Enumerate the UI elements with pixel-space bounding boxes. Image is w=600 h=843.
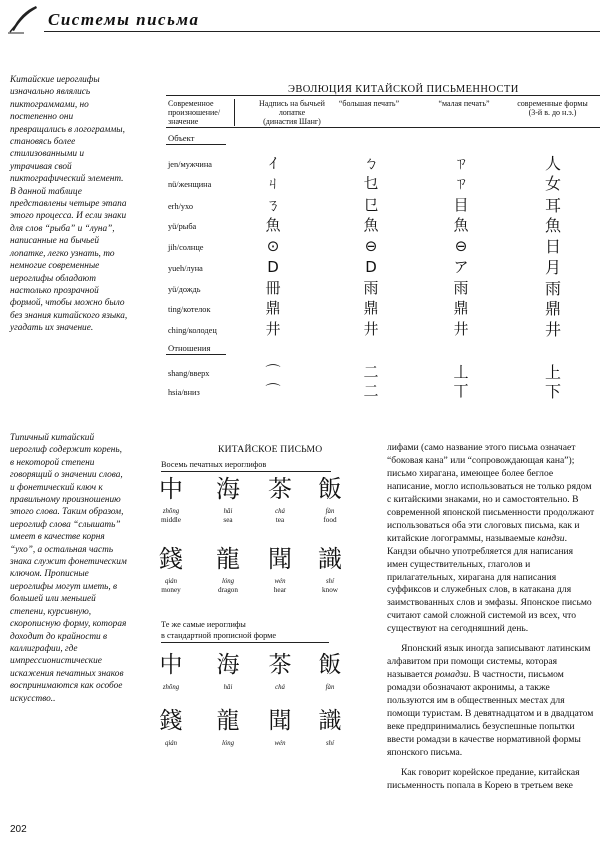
evolution-glyph-g4: 鼎	[544, 299, 561, 318]
header-rule	[44, 31, 600, 32]
printed-meaning: tea	[275, 516, 285, 524]
evolution-glyph-g2: ㄅ	[363, 154, 379, 172]
evolution-glyph-g1: 冊	[265, 279, 281, 297]
printed-character: 聞	[268, 545, 292, 573]
evolution-glyph-g4: 魚	[544, 216, 561, 235]
evolution-glyph-g4: 下	[544, 382, 561, 401]
printed-character: 龍	[216, 545, 240, 573]
body-paragraph-2: Японский язык иногда записывают латинским алфавитом при помощи системы, которая называется ромадзи. В частности, письмом ромадзи обозначают акронимы, а также пользуются им в общественных местах для помощи туристам. В девятнадцатом и в двадцатом веке предпринимались безуспешные попытки ввести ромадзи в качестве нормативной формы японского письма.	[387, 643, 594, 758]
table-top-rule	[166, 95, 600, 96]
header-great-seal: “большая печать”	[338, 99, 400, 108]
evolution-glyph-g3: 井	[453, 320, 469, 338]
evolution-row-word: hsia/вниз	[168, 388, 200, 397]
evolution-glyph-g2: 二	[363, 382, 379, 400]
evolution-glyph-g1: 魚	[265, 216, 281, 234]
evolution-glyph-g4: 女	[544, 174, 561, 193]
evolution-glyph-g2: 鼎	[363, 299, 379, 317]
evolution-glyph-g3: 丄	[453, 363, 469, 381]
printed-pinyin: hǎi	[223, 508, 233, 515]
printed-chars-subtitle: Восемь печатных иероглифов	[161, 460, 267, 469]
evolution-glyph-g3: ⊖	[454, 237, 468, 255]
body-paragraph-3: Как говорит корейское предание, китайская письменность попала в Корею в третьем веке	[387, 766, 580, 791]
evolution-glyph-g4: 耳	[544, 196, 561, 215]
cursive-pinyin: fàn	[325, 684, 335, 691]
printed-meaning: food	[323, 516, 337, 524]
printed-pinyin: shí	[326, 578, 334, 585]
body-paragraph-1: лифами (само название этого письма означает “боковая кана” или “сопровождающая кана”); письмо хирагана, имеющее более беглое написание, могло использоваться не только рядом с китайскими знаками, но и самостоятельно. В современной японской письменности продолжают использоваться оба эти слоговых письма, как и китайские логограммы, называемые кандзи. Кандзи обычно употребляется для написания имен существительных, глаголов и прилагательных, хирагана для написания суффиксов и служебных слов, в катакана для заимствованных слов и эмфазы. Японское письмо считают самой сложной системой из всех, что существуют на сегодняшний день.	[387, 442, 595, 635]
section-objects-rule	[166, 144, 226, 145]
evolution-glyph-g1: 井	[265, 320, 281, 338]
evolution-glyph-g2: 井	[363, 320, 379, 338]
printed-meaning: dragon	[218, 586, 238, 594]
evolution-row-word: shang/вверх	[168, 369, 210, 378]
printed-pinyin: lóng	[221, 578, 235, 585]
header-oracle-bone: Надпись на бычьей лопатке (династия Шанг)	[259, 99, 325, 126]
printed-meaning: sea	[223, 516, 233, 524]
printed-meaning: know	[322, 586, 338, 594]
evolution-glyph-g3: 魚	[453, 216, 469, 234]
evolution-glyph-g3: ㄗ	[453, 174, 469, 192]
cursive-subtitle-rule	[161, 642, 329, 643]
section-relations: Отношения	[168, 343, 211, 353]
printed-character: 茶	[268, 475, 292, 503]
evolution-glyph-g4: 上	[544, 363, 561, 382]
printed-meaning: hear	[273, 586, 287, 594]
evolution-row-word: ching/колодец	[168, 326, 217, 335]
evolution-glyph-g1: D	[267, 258, 279, 276]
evolution-glyph-g2: 㔾	[363, 196, 379, 214]
cursive-character: 茶	[268, 652, 292, 678]
evolution-glyph-g4: 雨	[544, 279, 561, 298]
cursive-pinyin: zhōng	[162, 684, 180, 691]
cursive-pinyin: chá	[275, 684, 285, 691]
evolution-glyph-g4: 月	[544, 258, 561, 277]
evolution-row-word: ting/котелок	[168, 305, 211, 314]
cursive-pinyin: qián	[164, 740, 178, 747]
cursive-character: 龍	[216, 708, 240, 734]
evolution-glyph-g2: ⊖	[364, 237, 378, 255]
cursive-character: 海	[216, 652, 240, 678]
evolution-glyph-g1: ⌒	[265, 363, 281, 381]
evolution-glyph-g1: ⊙	[266, 237, 280, 255]
printed-pinyin: wén	[274, 578, 286, 585]
evolution-glyph-g1: ⌒	[265, 382, 281, 400]
evolution-glyph-g3: 鼎	[453, 299, 469, 317]
cursive-subtitle-line1: Те же самые иероглифы	[161, 620, 246, 629]
evolution-glyph-g3: 目	[453, 196, 469, 214]
chinese-writing-title: КИТАЙСКОЕ ПИСЬМО	[218, 444, 323, 455]
header-bottom-rule	[166, 127, 600, 128]
evolution-glyph-g3: ㄗ	[453, 154, 469, 172]
cursive-character: 聞	[268, 708, 292, 734]
printed-meaning: money	[161, 586, 181, 594]
evolution-glyph-g2: 魚	[363, 216, 379, 234]
printed-meaning: middle	[161, 516, 181, 524]
cursive-character: 識	[318, 708, 342, 734]
body-text	[387, 442, 595, 793]
cursive-subtitle-line2: в стандартной прописной форме	[161, 631, 277, 640]
printed-subtitle-rule	[161, 471, 331, 472]
page-number: 202	[10, 824, 27, 835]
evolution-table-title: ЭВОЛЮЦИЯ КИТАЙСКОЙ ПИСЬМЕННОСТИ	[288, 84, 519, 95]
evolution-glyph-g4: 井	[544, 320, 561, 339]
evolution-row-word: yü/дождь	[168, 285, 201, 294]
cursive-pinyin: hǎi	[223, 684, 233, 691]
evolution-row-word: nü/женщина	[168, 180, 212, 189]
evolution-glyph-g2: 乜	[363, 174, 379, 192]
printed-character: 海	[216, 475, 240, 503]
evolution-glyph-g2: 二	[363, 363, 379, 381]
header-divider	[234, 99, 235, 126]
evolution-glyph-g3: ア	[453, 258, 469, 276]
page-header-title: Системы письма	[48, 10, 200, 29]
evolution-glyph-g4: 日	[544, 237, 561, 256]
printed-character: 識	[318, 545, 342, 573]
printed-character: 中	[159, 475, 183, 503]
evolution-glyph-g2: D	[365, 258, 377, 276]
section-relations-rule	[166, 354, 226, 355]
header-pronunciation: Современное произношение/ значение	[168, 99, 221, 126]
evolution-glyph-g1: ㄐ	[265, 174, 281, 192]
evolution-row-word: yü/рыба	[168, 222, 197, 231]
evolution-row-word: jih/солнце	[168, 243, 204, 252]
side-note-structure: Типичный китайский иероглиф содержит корень, в некоторой степени говорящий о значении слова, и фонетический ключ к правильному произношению этого слова. Таким образом, иероглиф слова “слышать” имеет в качестве корня “ухо”, а остальная часть знака служит фонетическим ключом. Прописные иероглифы могут иметь, в большей или меньшей степени, курсивную, скорописную форму, которая доходит до крайности в каллиграфии, где импрессионистические искажения печатных знаков воспринимаются как особое искусство..	[10, 433, 127, 704]
section-objects: Объект	[168, 133, 195, 143]
header-small-seal: “малая печать”	[438, 99, 490, 108]
evolution-glyph-g3: 雨	[453, 279, 469, 297]
evolution-glyph-g1: 鼎	[265, 299, 281, 317]
cursive-pinyin: wén	[274, 740, 286, 747]
quill-pen-icon	[6, 4, 40, 34]
evolution-glyph-g2: 雨	[363, 279, 379, 297]
printed-character: 錢	[159, 545, 183, 573]
printed-pinyin: fàn	[325, 508, 335, 515]
cursive-character: 中	[159, 652, 183, 678]
evolution-row-word: jen/мужчина	[168, 160, 212, 169]
side-note-evolution: Китайские иероглифы изначально являлись пиктограммами, но постепенно они превращались в логограммы, становясь более стилизованными и утрачивая свой пиктографический элемент. В данной таблице представлены четыре этапа этого процесса. И если знаки для слов “рыба” и “луна”, написанные на бычьей лопатке, легко узнать, то немногие современные иероглифы обладают настолько прозрачной формой, чтобы можно было без знания китайского языка, угадать их значение.	[10, 75, 128, 334]
cursive-pinyin: shí	[326, 740, 334, 747]
evolution-glyph-g1: ｲ	[269, 154, 277, 172]
printed-pinyin: qián	[164, 578, 178, 585]
evolution-glyph-g4: 人	[544, 154, 561, 173]
evolution-glyph-g1: ㄋ	[265, 196, 281, 214]
cursive-character: 飯	[318, 652, 342, 678]
printed-character: 飯	[318, 475, 342, 503]
evolution-glyph-g3: 丅	[453, 382, 469, 400]
cursive-pinyin: lóng	[221, 740, 235, 747]
header-modern-forms: современные формы (3-й в. до н.э.)	[517, 99, 588, 117]
evolution-row-word: yueh/луна	[168, 264, 203, 273]
printed-pinyin: zhōng	[162, 508, 180, 515]
evolution-row-word: erh/ухо	[168, 202, 194, 211]
printed-pinyin: chá	[275, 508, 285, 515]
cursive-character: 錢	[159, 708, 183, 734]
